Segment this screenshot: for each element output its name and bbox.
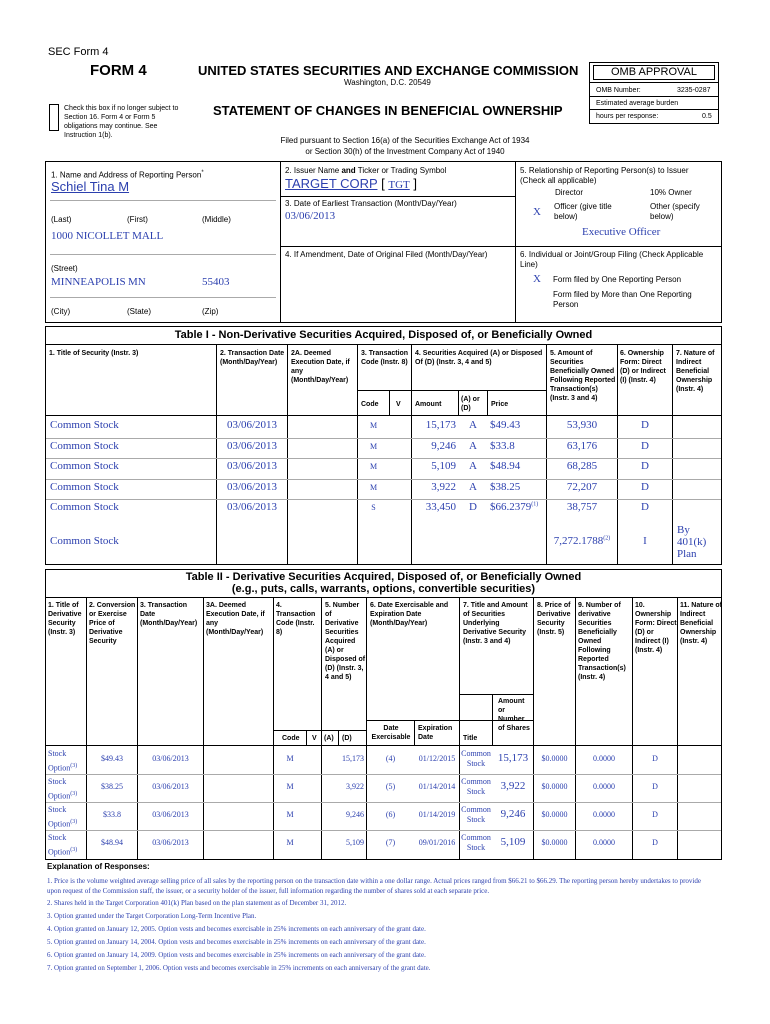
t1-amount: 5,109 [431, 460, 456, 472]
t2-exercise-price: $38.25 [101, 782, 123, 791]
officer-option[interactable]: Officer (give title below) [554, 202, 612, 221]
t2-exercisable: (6) [385, 810, 396, 819]
reporting-person-name[interactable]: Schiel Tina M [51, 179, 130, 194]
t2-deriv-price: $0.0000 [541, 838, 568, 847]
t1-title[interactable]: Common Stock [50, 501, 119, 513]
t2-shares: 9,246 [500, 808, 526, 820]
t1-title[interactable]: Common Stock [50, 440, 119, 452]
issuer-label: 2. Issuer Name and Ticker or Trading Symbol [285, 166, 447, 175]
t1-price: $38.25 [490, 481, 521, 493]
earliest-date-label: 3. Date of Earliest Transaction (Month/Day/Year) [285, 199, 457, 208]
t1-title[interactable]: Common Stock [50, 481, 119, 493]
t1-owned: 53,930 [566, 419, 598, 431]
t1-ownership-form: D [641, 419, 649, 431]
t1-nature: By 401(k) Plan [677, 524, 707, 560]
t2-disposed: 3,922 [346, 782, 364, 791]
t2-exercisable: (7) [385, 838, 396, 847]
explanation-note: 3. Option granted under the Target Corporation Long-Term Incentive Plan. [47, 912, 257, 920]
t2-deriv-price: $0.0000 [541, 782, 568, 791]
t1-amount-header: Amount [415, 401, 442, 408]
table-2-subtitle: (e.g., puts, calls, warrants, options, convertible securities) [231, 583, 536, 595]
t1-price: $48.94 [490, 460, 521, 472]
t2-disposed: 15,173 [342, 754, 364, 763]
t2-h9: 9. Number of derivative Securities Beneficially Owned Following Reported Transaction(s) (Instr. 4) [578, 602, 626, 681]
t1-h7: 7. Nature of Indirect Beneficial Ownership (Instr. 4) [676, 350, 715, 393]
t1-date: 03/06/2013 [226, 419, 278, 431]
t2-code-header: Code [282, 735, 300, 742]
t1-ownership-form: I [643, 535, 647, 547]
t1-price-header: Price [491, 401, 509, 408]
t2-h8: 8. Price of Derivative Security (Instr. 5) [537, 602, 571, 636]
t2-shares-header: Amount or Number of Shares [498, 698, 530, 732]
t1-title[interactable]: Common Stock [50, 535, 119, 547]
commission-city: Washington, D.C. 20549 [344, 78, 431, 87]
t1-a-or-d: A [469, 419, 477, 431]
filed-by-one-option[interactable]: Form filed by One Reporting Person [553, 275, 682, 284]
issuer-ticker[interactable]: TGT [388, 179, 410, 191]
t2-ownership-form: D [652, 810, 658, 819]
t2-h3a: 3A. Deemed Execution Date, if any (Month/Day/Year) [206, 602, 265, 636]
t1-h1: 1. Title of Security (Instr. 3) [49, 350, 139, 357]
t1-amount: 3,922 [431, 481, 456, 493]
filed-line-1: Filed pursuant to Section 16(a) of the Securities Exchange Act of 1934 [280, 136, 530, 145]
statement-title: STATEMENT OF CHANGES IN BENEFICIAL OWNERSHIP [213, 103, 563, 118]
t2-date: 03/06/2013 [152, 838, 189, 847]
city-label: (City) [51, 307, 71, 316]
t2-underlying-title: Common Stock [461, 777, 491, 796]
t1-aord-header: (A) or (D) [461, 396, 480, 412]
t1-a-or-d: A [469, 481, 477, 493]
table-2-title: Table II - Derivative Securities Acquired, Disposed of, or Beneficially Owned [185, 571, 582, 583]
t2-deriv-price: $0.0000 [541, 810, 568, 819]
t2-shares: 15,173 [497, 752, 529, 764]
t2-v-header: V [312, 735, 317, 742]
t2-date: 03/06/2013 [152, 754, 189, 763]
ten-percent-owner-option[interactable]: 10% Owner [650, 188, 692, 197]
middle-name-label: (Middle) [202, 215, 231, 224]
t2-exercisable: (5) [385, 782, 396, 791]
t2-ownership-form: D [652, 838, 658, 847]
relationship-label: 5. Relationship of Reporting Person(s) to Issuer [520, 166, 689, 175]
t2-title[interactable]: Stock Option$^{(3)}$ [48, 833, 78, 857]
t2-exercise-price: $33.8 [103, 810, 121, 819]
t2-h4: 4. Transaction Code (Instr. 8) [276, 602, 316, 636]
form-title: FORM 4 [90, 62, 147, 79]
t2-code: M [286, 754, 294, 763]
t2-underlying-title: Common Stock [461, 805, 491, 824]
t1-a-or-d: D [469, 501, 477, 513]
t2-title[interactable]: Stock Option$^{(3)}$ [48, 805, 78, 829]
t2-exercise-price: $49.43 [101, 754, 123, 763]
t2-title[interactable]: Stock Option$^{(3)}$ [48, 777, 78, 801]
omb-burden-label: Estimated average burden [596, 100, 679, 107]
t1-date: 03/06/2013 [226, 460, 278, 472]
issuer-name[interactable]: TARGET CORP [285, 176, 378, 191]
t1-owned: 38,757 [566, 501, 598, 513]
other-option[interactable]: Other (specify below) [650, 202, 700, 221]
t1-owned: 68,285 [566, 460, 598, 472]
table-1-title: Table I - Non-Derivative Securities Acquired, Disposed of, or Beneficially Owned [174, 329, 593, 341]
director-option[interactable]: Director [555, 188, 584, 197]
filing-type-label: 6. Individual or Joint/Group Filing (Check Applicable Line) [520, 250, 704, 269]
t1-code-header: Code [361, 401, 379, 408]
t2-title[interactable]: Stock Option$^{(3)}$ [48, 749, 78, 773]
explanation-note: 5. Option granted on January 14, 2004. Option vests and becomes exercisable in 25% increments on each anniversary of the grant date. [47, 938, 426, 946]
t2-code: M [286, 810, 294, 819]
t1-h2a: 2A. Deemed Execution Date, if any (Month/Day/Year) [291, 350, 350, 384]
t2-expiration: 01/14/2014 [418, 782, 456, 791]
t1-h5: 5. Amount of Securities Beneficially Owned Following Reported Transaction(s) (Instr. 3 and 4) [550, 350, 616, 402]
t1-owned: 72,207 [566, 481, 598, 493]
t1-owned: 7,272.1788$^{(2)}$ [553, 535, 611, 547]
t1-date: 03/06/2013 [226, 481, 278, 493]
t1-h3: 3. Transaction Code (Instr. 8) [361, 350, 409, 366]
zip-value: 55403 [202, 276, 230, 288]
explanation-note: 2. Shares held in the Target Corporation 401(k) Plan based on the plan statement as of December 31, 2012. [47, 899, 347, 907]
t2-deriv-price: $0.0000 [541, 754, 568, 763]
officer-title: Executive Officer [582, 226, 661, 238]
t1-date: 03/06/2013 [226, 501, 278, 513]
t1-price: $33.8 [490, 440, 515, 452]
t2-owned: 0.0000 [593, 810, 615, 819]
t2-expiration: 01/14/2019 [418, 810, 456, 819]
earliest-date: 03/06/2013 [285, 210, 336, 222]
t2-code: M [286, 838, 294, 847]
t2-h7: 7. Title and Amount of Securities Underlying Derivative Security (Instr. 3 and 4) [463, 602, 528, 645]
t1-date: 03/06/2013 [226, 440, 278, 452]
t2-h3: 3. Transaction Date (Month/Day/Year) [140, 602, 198, 627]
t1-code: S [371, 503, 376, 512]
no-longer-subject-checkbox[interactable] [49, 104, 59, 131]
t2-shares: 5,109 [500, 836, 526, 848]
t1-v-header: V [396, 401, 401, 408]
t1-amount: 9,246 [431, 440, 456, 452]
t1-ownership-form: D [641, 440, 649, 452]
reporting-person-label: 1. Name and Address of Reporting Person* [51, 170, 204, 180]
t1-title[interactable]: Common Stock [50, 460, 119, 472]
t2-disposed: 5,109 [346, 838, 364, 847]
filed-line-2: or Section 30(h) of the Investment Company Act of 1940 [305, 147, 505, 156]
t2-owned: 0.0000 [593, 754, 615, 763]
t2-disposed: 9,246 [346, 810, 364, 819]
t1-title[interactable]: Common Stock [50, 419, 119, 431]
t2-ownership-form: D [652, 782, 658, 791]
t2-date: 03/06/2013 [152, 782, 189, 791]
relationship-label-2: (Check all applicable) [520, 176, 597, 185]
t1-code: M [369, 483, 378, 492]
t1-amount: 33,450 [425, 501, 456, 513]
issuer-name-row: TARGET CORP [ TGT ] [285, 176, 417, 191]
t2-h5: 5. Number of Derivative Securities Acquired (A) or Disposed of (D) (Instr. 3, 4 and 5) [325, 602, 366, 681]
explanation-note: 6. Option granted on January 14, 2009. Option vests and becomes exercisable in 25% increments on each anniversary of the grant date. [47, 951, 426, 959]
one-person-mark: X [533, 273, 541, 285]
filed-by-more-option[interactable]: Form filed by More than One Reporting Person [553, 290, 692, 309]
t2-a-header: (A) [324, 735, 334, 742]
amendment-label: 4. If Amendment, Date of Original Filed (Month/Day/Year) [285, 250, 488, 259]
t2-h11: 11. Nature of Indirect Beneficial Ownership (Instr. 4) [680, 602, 723, 645]
t1-ownership-form: D [641, 460, 649, 472]
t1-price: $49.43 [490, 419, 521, 431]
state-value: MN [128, 276, 146, 288]
t2-ownership-form: D [652, 754, 658, 763]
checkbox-text: Check this box if no longer subject to Section 16. Form 4 or Form 5 obligations may continue. See Instruction 1(b). [64, 105, 179, 139]
explanation-note: 7. Option granted on September 1, 2006. Option vests and becomes exercisable in 25% increments on each anniversary of the grant date. [47, 964, 431, 972]
t1-price: $66.2379$^{(1)}$ [490, 501, 539, 513]
t1-a-or-d: A [469, 440, 477, 452]
t2-underlying-title: Common Stock [461, 833, 491, 852]
state-label: (State) [127, 307, 152, 316]
t2-expiration-header: Expiration Date [418, 725, 453, 741]
t1-code: M [369, 442, 378, 451]
zip-label: (Zip) [202, 307, 219, 316]
explanation-title: Explanation of Responses: [47, 862, 150, 871]
omb-hours-label: hours per response: [596, 113, 659, 120]
explanation-note: 1. Price is the volume weighted average selling price of all sales by the reporting person on the transaction date within a one dollar range. Actual prices ranged from $66.21 to $66.29. The reporting person hereby undertakes to provide upon request of the Commission staff, the issuer, or a security holder of the issuer, full information regarding the number of shares sold at each separate price. [47, 877, 701, 895]
t2-code: M [286, 782, 294, 791]
city-value: MINNEAPOLIS [51, 276, 126, 288]
t2-d-header: (D) [342, 735, 352, 742]
t1-h4: 4. Securities Acquired (A) or Disposed Of (D) (Instr. 3, 4 and 5) [415, 350, 543, 366]
explanation-note: 4. Option granted on January 12, 2005. Option vests and becomes exercisable in 25% increments on each anniversary of the grant date. [47, 925, 426, 933]
t1-owned: 63,176 [566, 440, 598, 452]
omb-title: OMB APPROVAL [611, 66, 697, 78]
t2-exercisable-header: Date Exercisable [371, 725, 411, 741]
t1-h2: 2. Transaction Date (Month/Day/Year) [220, 350, 285, 366]
omb-hours: 0.5 [702, 113, 712, 120]
sec-form-label: SEC Form 4 [48, 46, 109, 58]
officer-mark: X [533, 206, 541, 218]
t2-owned: 0.0000 [593, 782, 615, 791]
t2-h1: 1. Title of Derivative Security (Instr. 3) [48, 602, 82, 636]
commission-title: UNITED STATES SECURITIES AND EXCHANGE COMMISSION [198, 63, 579, 78]
t1-code: M [369, 421, 378, 430]
omb-number: 3235-0287 [677, 87, 711, 94]
street-address: 1000 NICOLLET MALL [51, 230, 164, 242]
t2-underlying-title: Common Stock [461, 749, 491, 768]
t1-a-or-d: A [469, 460, 477, 472]
t2-expiration: 01/12/2015 [418, 754, 456, 763]
t2-title-header: Title [463, 735, 478, 742]
t2-owned: 0.0000 [593, 838, 615, 847]
street-label: (Street) [51, 264, 78, 273]
t1-amount: 15,173 [425, 419, 456, 431]
t2-exercisable: (4) [385, 754, 396, 763]
first-name-label: (First) [127, 215, 148, 224]
t1-h6: 6. Ownership Form: Direct (D) or Indirect (I) (Instr. 4) [620, 350, 666, 384]
t2-expiration: 09/01/2016 [418, 838, 456, 847]
t2-date: 03/06/2013 [152, 810, 189, 819]
omb-number-label: OMB Number: [596, 87, 641, 94]
t1-code: M [369, 462, 378, 471]
t2-shares: 3,922 [500, 780, 526, 792]
t2-h2: 2. Conversion or Exercise Price of Derivative Security [89, 602, 136, 645]
t1-ownership-form: D [641, 481, 649, 493]
t2-h6: 6. Date Exercisable and Expiration Date (Month/Day/Year) [370, 602, 449, 627]
t2-h10: 10. Ownership Form: Direct (D) or Indirect (I) (Instr. 4) [635, 602, 677, 654]
t2-exercise-price: $48.94 [101, 838, 123, 847]
last-name-label: (Last) [51, 215, 72, 224]
t1-ownership-form: D [641, 501, 649, 513]
